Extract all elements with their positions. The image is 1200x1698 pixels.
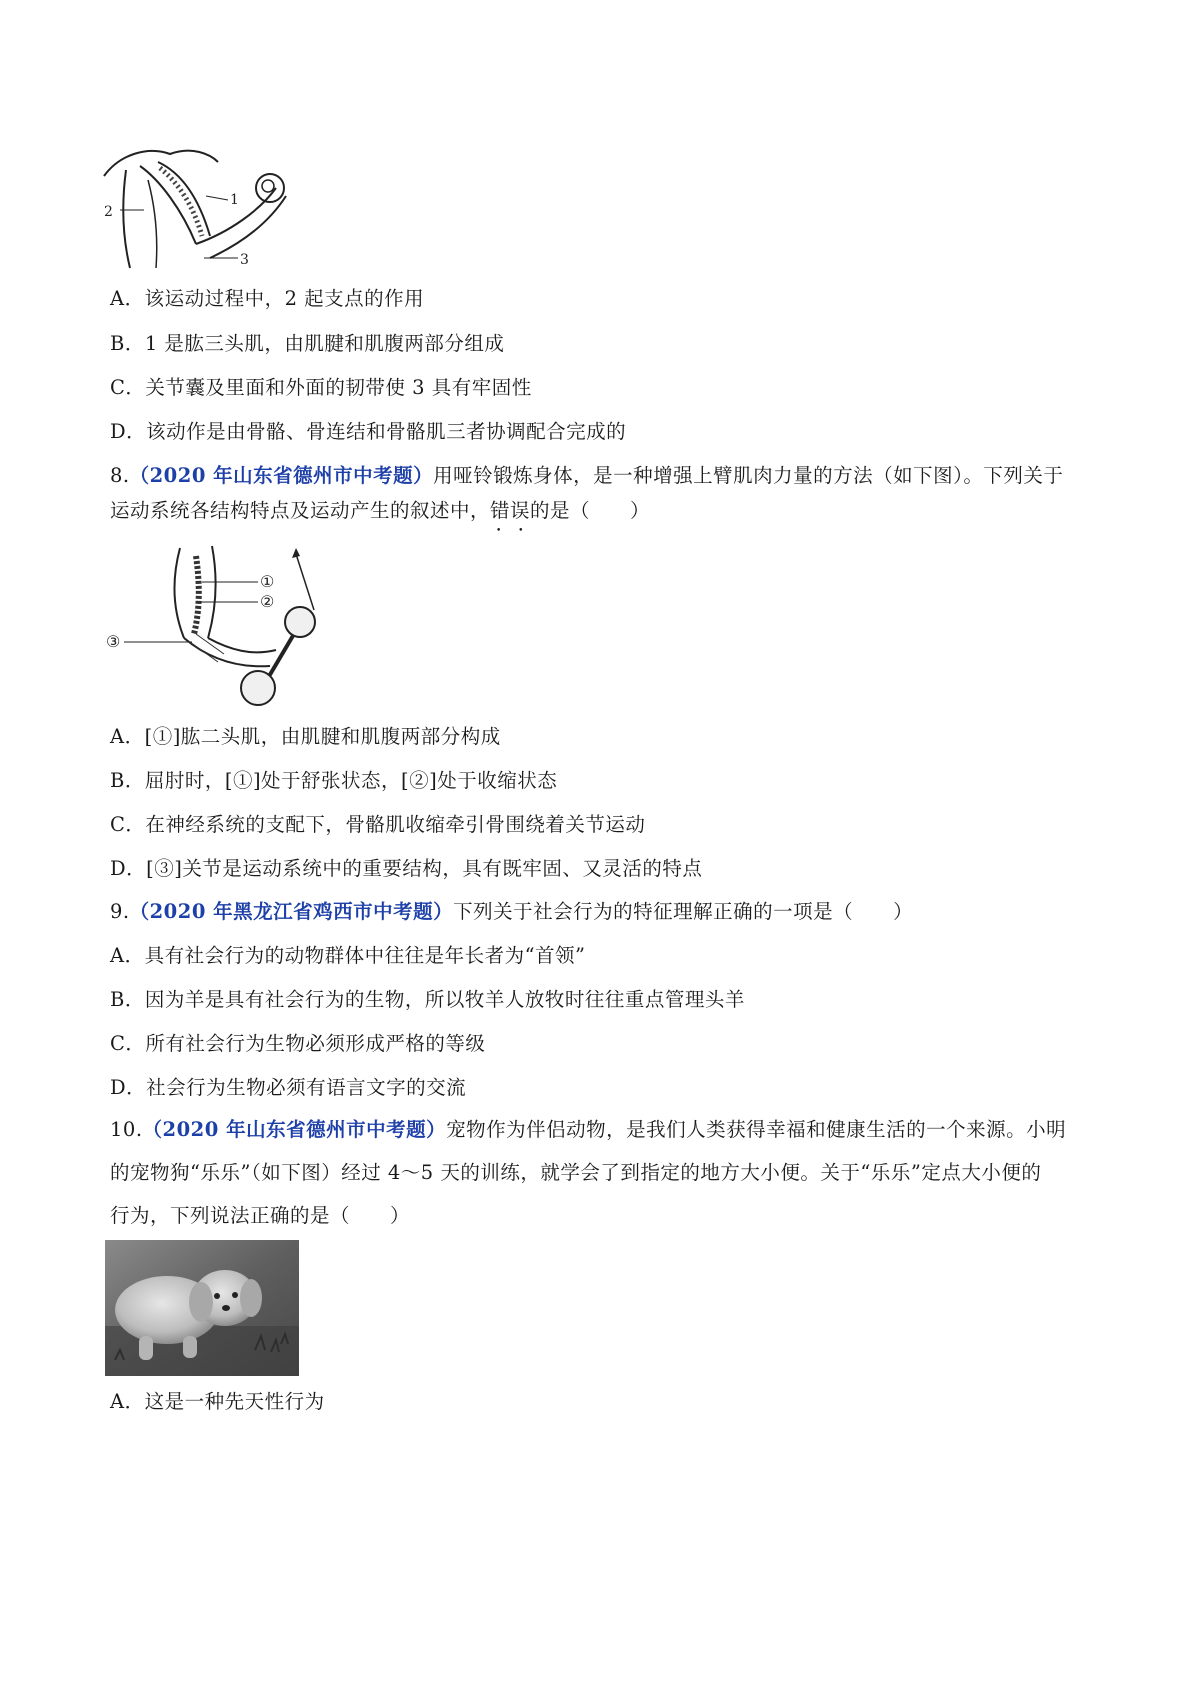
q9-stem-text: 下列关于社会行为的特征理解正确的一项是（ ） bbox=[453, 900, 914, 923]
q8-option-a: A．[①]肱二头肌，由肌腱和肌腹两部分构成 bbox=[110, 725, 501, 748]
arm-muscle-figure bbox=[100, 140, 300, 272]
q9-option-b: B．因为羊是具有社会行为的生物，所以牧羊人放牧时往往重点管理头羊 bbox=[110, 988, 745, 1011]
q10-stem-line1 bbox=[110, 1116, 1066, 1144]
q10-source: （2020 年山东省德州市中考题） bbox=[142, 1118, 447, 1141]
q9-option-c: C．所有社会行为生物必须形成严格的等级 bbox=[110, 1032, 486, 1055]
figure-label-1: 1 bbox=[230, 192, 239, 208]
q8-stem-pre: 运动系统各结构特点及运动产生的叙述中， bbox=[110, 499, 491, 522]
q8-stem-line1 bbox=[110, 462, 1063, 490]
q8-emphasis: 错误 • • bbox=[490, 497, 530, 525]
q10-stem-line2: 的宠物狗“乐乐”（如下图）经过 4～5 天的训练，就学会了到指定的地方大小便。关于“乐乐”定点大小便的 bbox=[110, 1161, 1042, 1184]
figure-label-3: 3 bbox=[240, 252, 249, 268]
figure-label-circled-2: ② bbox=[260, 592, 275, 611]
q7-option-d: D．该动作是由骨骼、骨连结和骨骼肌三者协调配合完成的 bbox=[110, 420, 627, 443]
q8-source: （2020 年山东省德州市中考题） bbox=[129, 464, 434, 487]
dumbbell-arm-figure bbox=[100, 538, 340, 710]
q8-stem-post: 的是（ ） bbox=[530, 499, 651, 522]
q9-option-d: D．社会行为生物必须有语言文字的交流 bbox=[110, 1076, 467, 1099]
q8-number: 8. bbox=[110, 464, 130, 487]
q10-option-a: A．这是一种先天性行为 bbox=[110, 1390, 325, 1413]
figure-label-circled-1: ① bbox=[260, 572, 275, 591]
q10-stem-text: 宠物作为伴侣动物，是我们人类获得幸福和健康生活的一个来源。小明 bbox=[446, 1118, 1067, 1141]
q8-option-d: D．[③]关节是运动系统中的重要结构，具有既牢固、又灵活的特点 bbox=[110, 857, 703, 880]
figure-label-circled-3: ③ bbox=[106, 632, 121, 651]
q10-stem-line3: 行为，下列说法正确的是（ ） bbox=[110, 1204, 411, 1227]
q10-number: 10. bbox=[110, 1118, 143, 1141]
q7-option-a: A．该运动过程中，2 起支点的作用 bbox=[110, 287, 425, 310]
q8-stem-text: 用哑铃锻炼身体，是一种增强上臂肌肉力量的方法（如下图）。下列关于 bbox=[433, 464, 1064, 487]
q9-option-a: A．具有社会行为的动物群体中往往是年长者为“首领” bbox=[110, 944, 586, 967]
q9-source: （2020 年黑龙江省鸡西市中考题） bbox=[129, 900, 454, 923]
q7-option-b: B．1 是肱三头肌，由肌腱和肌腹两部分组成 bbox=[110, 332, 505, 355]
q8-stem-line2 bbox=[110, 497, 650, 525]
q8-option-c: C．在神经系统的支配下，骨骼肌收缩牵引骨围绕着关节运动 bbox=[110, 813, 646, 836]
q9-number: 9. bbox=[110, 900, 130, 923]
q9-stem bbox=[110, 898, 913, 926]
figure-label-2: 2 bbox=[104, 204, 113, 220]
q8-option-b: B．屈肘时，[①]处于舒张状态，[②]处于收缩状态 bbox=[110, 769, 558, 792]
q7-option-c: C．关节囊及里面和外面的韧带使 3 具有牢固性 bbox=[110, 376, 532, 399]
pet-dog-photo bbox=[105, 1240, 299, 1376]
